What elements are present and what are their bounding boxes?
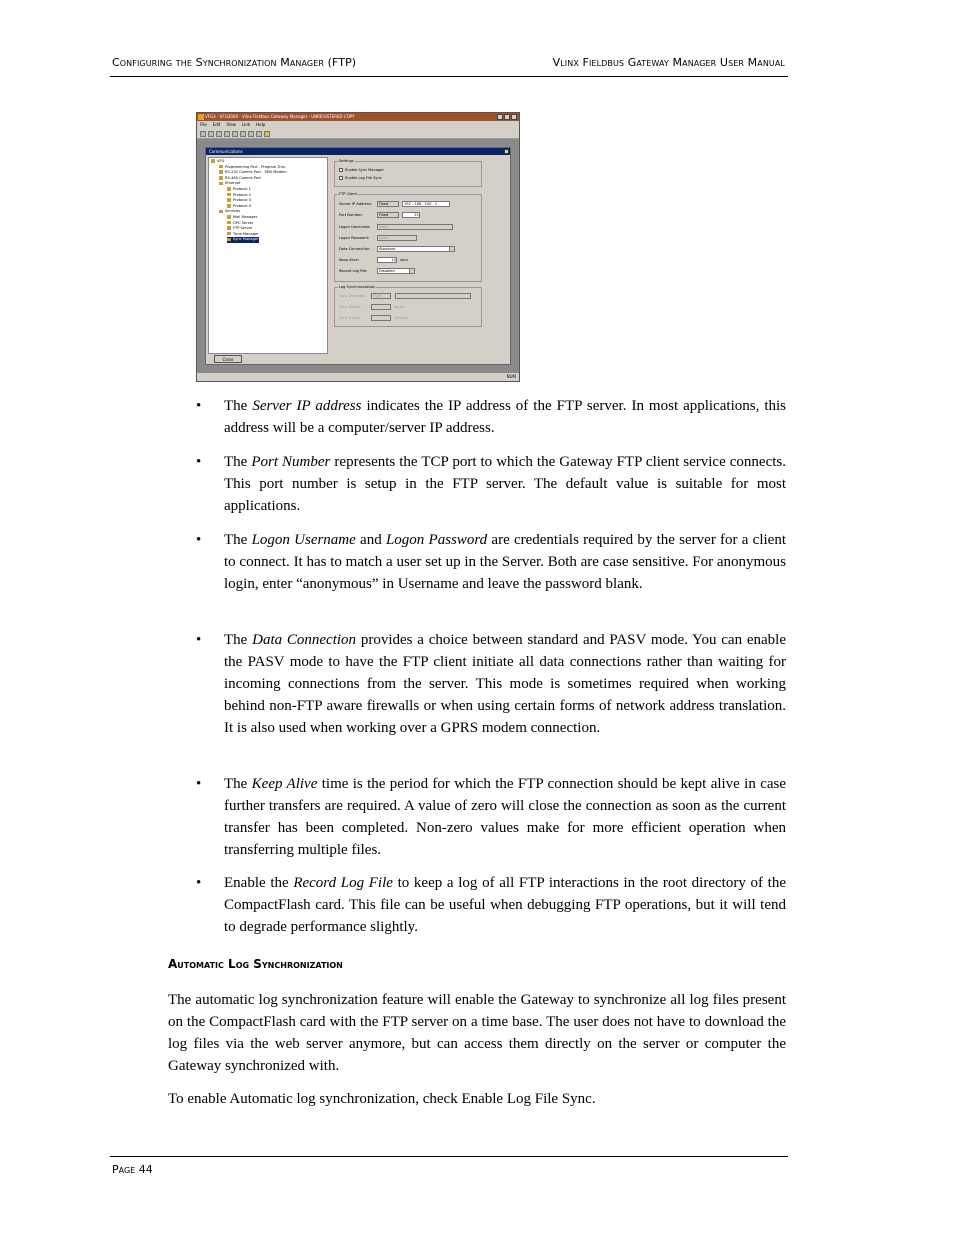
sync-delay-unit: minutes [394, 316, 409, 320]
sync-directory-field[interactable] [395, 293, 471, 299]
tree-node[interactable]: FTP Server [211, 226, 325, 232]
tree-node[interactable]: Ethernet [211, 181, 325, 187]
logon-pass-field[interactable]: None [377, 235, 417, 241]
protocol-icon [227, 187, 231, 191]
emphasized-term: Logon Password [385, 532, 488, 548]
logon-pass-label: Logon Password: [339, 236, 370, 240]
bullet-text: Enable the [224, 875, 294, 891]
redo-icon[interactable] [256, 131, 262, 137]
data-conn-select[interactable]: Standard [377, 246, 455, 252]
emphasized-term: Server IP address [252, 398, 362, 414]
close-button[interactable]: Close [214, 355, 242, 363]
paragraph-1: The automatic log synchronization feature will enable the Gateway to synchronize all log files present on the CompactFlash card with the FTP server on a time base. The user does not have to download the log files via the web server anymore, but can access them directly on the server or computer the Gateway synchronized with. [168, 992, 786, 1074]
port-field[interactable]: 21 [402, 212, 420, 218]
keep-alive-field[interactable]: 10 [377, 257, 397, 263]
tree-node[interactable]: OPC Server [211, 221, 325, 227]
services-icon [219, 210, 223, 214]
copy-icon[interactable] [232, 131, 238, 137]
menu-link[interactable]: Link [241, 122, 251, 127]
server-icon [227, 221, 231, 225]
mail-icon [227, 215, 231, 219]
log-sync-group: Log Synchronization Sync Directory: Fixed Sync Period: hours Sync Delay: minutes [334, 287, 482, 327]
bullet-text: provides a choice between standard and PASV mode. You can enable the PASV mode to have the FTP client initiate all data connections rather than waiting for incoming connections from the server. This mode is sometimes required when working behind non-FTP aware firewalls or when using certain forms of network address translation. It is also used when working over a GPRS modem connection. [224, 632, 786, 736]
sync-delay-label: Sync Delay: [339, 316, 361, 320]
tree-node[interactable]: Protocol 1 [211, 187, 325, 193]
settings-panel [331, 157, 509, 363]
tree-node[interactable]: RS-485 Comms Port [211, 176, 325, 182]
tree-node[interactable]: Mail Manager [211, 215, 325, 221]
undo-icon[interactable] [248, 131, 254, 137]
emphasized-term: Keep Alive [251, 776, 318, 792]
enable-sync-checkbox[interactable] [339, 168, 343, 172]
header-rule [110, 76, 788, 77]
bullet-text: The [224, 776, 252, 792]
cut-icon[interactable] [224, 131, 230, 137]
server-ip-mode[interactable]: Fixed [377, 201, 399, 207]
tree-node[interactable]: Services [211, 209, 325, 215]
menu-file[interactable]: File [200, 122, 207, 127]
enable-sync-row[interactable]: Enable Sync Manager [339, 168, 384, 172]
dialog-title: Communications [206, 148, 510, 155]
port-icon [219, 170, 223, 174]
port-mode[interactable]: Fixed [377, 212, 399, 218]
emphasized-term: Port Number [251, 454, 331, 470]
running-header-left: Configuring the Synchronization Manager (FTP) [112, 56, 357, 69]
app-screenshot [196, 112, 520, 382]
bullet-dot: • [196, 398, 202, 414]
dialog-close-icon[interactable] [504, 149, 509, 154]
keep-alive-unit: secs [400, 258, 408, 262]
folder-icon [211, 159, 215, 163]
status-bar: NUM [197, 373, 519, 381]
tree-node[interactable]: VFG [211, 159, 325, 165]
sync-directory-mode[interactable]: Fixed [371, 293, 391, 299]
menu-bar [197, 121, 519, 129]
save-icon[interactable] [216, 131, 222, 137]
paste-icon[interactable] [240, 131, 246, 137]
bullet-item [196, 451, 786, 517]
clock-icon [227, 232, 231, 236]
ftp-client-group: FTP Client Server IP Address: Fixed 192 . 168 . 100 . 1 Port Number: Fixed 21 Logon Username: None Logon Password: None Data Connection: Standard Keep Alive: 10 secs Record Log File: Disabled [334, 194, 482, 282]
settings-group: Settings Enable Sync Manager Enable Log File Sync [334, 161, 482, 187]
bullet-dot: • [196, 875, 202, 891]
emphasized-term: Record Log File [293, 875, 393, 891]
sync-period-label: Sync Period: [339, 305, 362, 309]
communications-dialog [205, 147, 511, 365]
paragraph-2: To enable Automatic log synchronization, check Enable Log File Sync. [168, 1091, 596, 1107]
new-file-icon[interactable] [200, 131, 206, 137]
protocol-icon [227, 198, 231, 202]
close-icon[interactable] [511, 114, 517, 120]
running-header-right: Vlinx Fieldbus Gateway Manager User Manual [552, 56, 785, 69]
bullet-text: The [224, 632, 253, 648]
bullet-item [196, 773, 786, 861]
window-controls [497, 114, 517, 120]
network-icon [219, 182, 223, 186]
page-number: Page 44 [112, 1163, 153, 1176]
enable-log-sync-checkbox[interactable] [339, 176, 343, 180]
server-ip-label: Server IP Address: [339, 202, 372, 206]
bullet-dot: • [196, 532, 202, 548]
menu-view[interactable]: View [226, 122, 236, 127]
bullet-item [196, 529, 786, 595]
sync-period-field[interactable] [371, 304, 391, 310]
app-title-bar: VFG3 - VFG3000 - Vlinx Fieldbus Gateway Manager - UNREGISTERED COPY [197, 113, 519, 121]
bullet-dot: • [196, 776, 202, 792]
app-logo-icon [198, 114, 204, 120]
bullet-text: time is the period for which the FTP connection should be kept alive in case further transfers are required. A value of zero will close the connection as soon as the current transfer has been completed. Non-zero values make for more efficient operation when transferring multiple files. [224, 776, 787, 858]
tree-node-selected[interactable]: Sync Manager [227, 237, 259, 243]
bullet-text: represents the TCP port to which the Gateway FTP client service connects. This port number is setup in the FTP server. The default value is suitable for most applications. [224, 454, 786, 514]
emphasized-term: Logon Username [251, 532, 356, 548]
server-ip-field[interactable]: 192 . 168 . 100 . 1 [402, 201, 450, 207]
bullet-text: The [224, 532, 252, 548]
protocol-icon [227, 193, 231, 197]
bullet-item [196, 872, 786, 938]
maximize-icon[interactable] [504, 114, 510, 120]
tree-node[interactable]: Time Manager [211, 232, 325, 238]
lightning-icon[interactable] [264, 131, 270, 137]
port-icon [219, 176, 223, 180]
bullet-item [196, 629, 786, 739]
toolbar [197, 129, 519, 139]
sync-icon [227, 238, 231, 242]
bullet-text: are credentials required by the server for a client to connect. It has to match a user set up in the Server. Both are case sensitive. For anonymous login, enter “anonymous” in Username and leave the password blank. [224, 532, 787, 592]
bullet-text: The [224, 454, 252, 470]
tree-node[interactable]: Protocol 2 [211, 193, 325, 199]
chevron-down-icon [409, 269, 414, 273]
port-icon [219, 165, 223, 169]
bullet-dot: • [196, 632, 202, 648]
record-log-label: Record Log File: [339, 269, 368, 273]
tree-node[interactable]: RS-232 Comms Port - SMS Modem [211, 170, 325, 176]
protocol-icon [227, 204, 231, 208]
bullet-dot: • [196, 454, 202, 470]
bullet-text: and [355, 532, 386, 548]
sync-delay-field[interactable] [371, 315, 391, 321]
bullet-item [196, 395, 786, 439]
tree-node[interactable]: Protocol 4 [211, 204, 325, 210]
logon-user-field[interactable]: None [377, 224, 453, 230]
comms-tree [208, 157, 328, 354]
sync-period-unit: hours [394, 305, 405, 309]
chevron-down-icon [449, 247, 454, 251]
record-log-select[interactable]: Disabled [377, 268, 415, 274]
server-icon [227, 226, 231, 230]
open-folder-icon[interactable] [208, 131, 214, 137]
data-conn-label: Data Connection: [339, 247, 371, 251]
minimize-icon[interactable] [497, 114, 503, 120]
section-heading: Automatic Log Synchronization [168, 957, 343, 971]
tree-node[interactable]: Protocol 3 [211, 198, 325, 204]
bullet-text: indicates the IP address of the FTP server. In most applications, this address will be a computer/server IP address. [224, 398, 786, 436]
bullet-text: The [224, 398, 253, 414]
menu-edit[interactable]: Edit [212, 122, 221, 127]
enable-log-sync-row[interactable]: Enable Log File Sync [339, 176, 382, 180]
sync-directory-label: Sync Directory: [339, 294, 367, 298]
tree-node[interactable]: Programming Port - Program-Thru [211, 165, 325, 171]
bullet-text: to keep a log of all FTP interactions in the root directory of the CompactFlash card. This file can be useful when debugging FTP operations, but it will tend to degrade performance slightly. [224, 875, 786, 935]
port-label: Port Number: [339, 213, 363, 217]
menu-help[interactable]: Help [256, 122, 266, 127]
emphasized-term: Data Connection [252, 632, 357, 648]
footer-rule [110, 1156, 788, 1157]
logon-user-label: Logon Username: [339, 225, 371, 229]
keep-alive-label: Keep Alive: [339, 258, 360, 262]
